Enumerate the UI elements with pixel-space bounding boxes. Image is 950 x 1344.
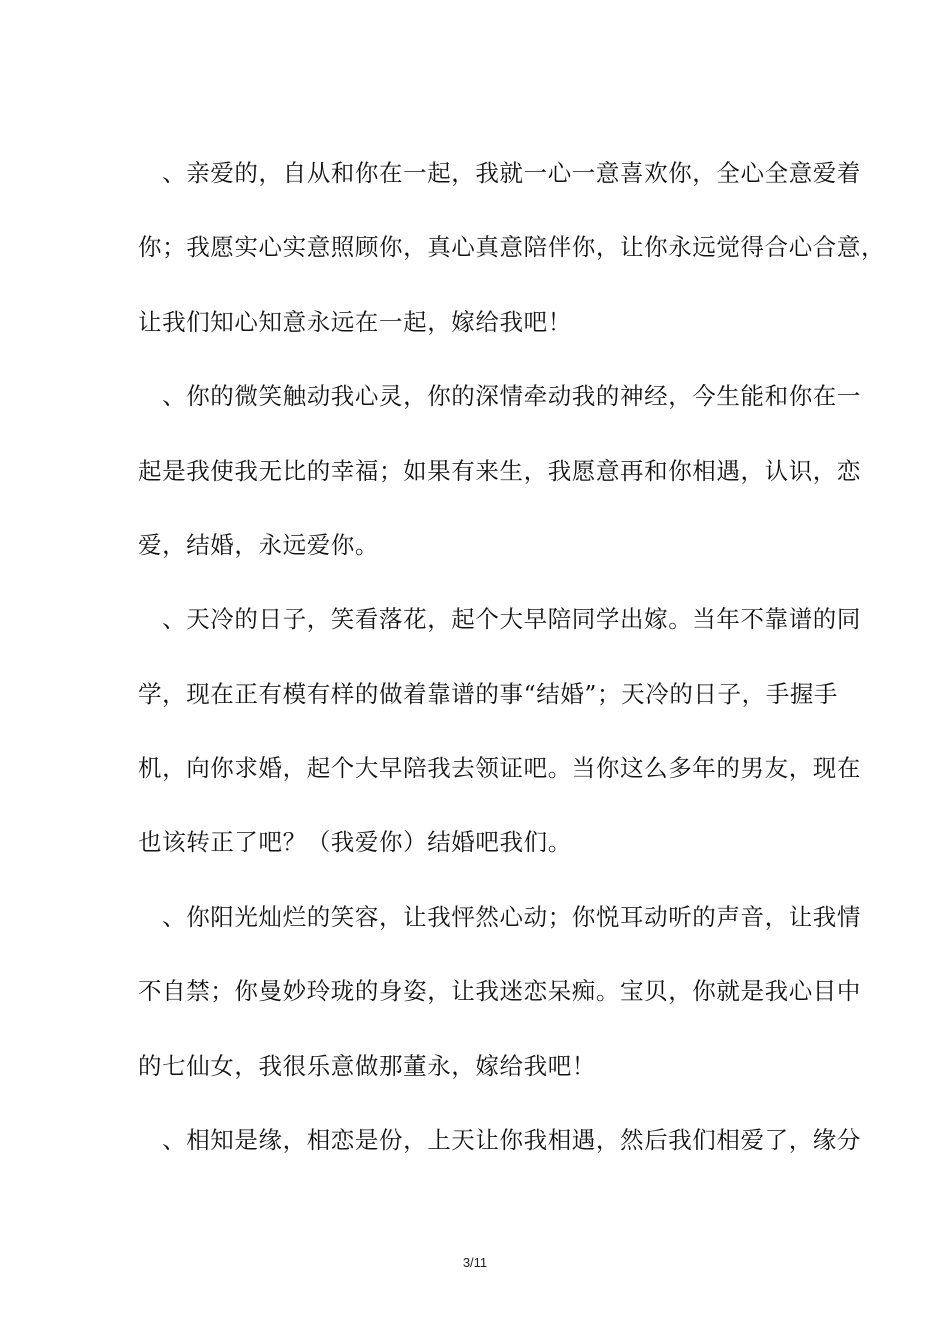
text-line: 不自禁；你曼妙玲珑的身姿，让我迷恋呆痴。宝贝，你就是我心目中 [138, 977, 861, 1005]
text-line: 、你阳光灿烂的笑容，让我怦然心动；你悦耳动听的声音，让我情 [138, 903, 861, 931]
text-line: 也该转正了吧？（我爱你）结婚吧我们。 [138, 828, 572, 856]
text-line: 机，向你求婚，起个大早陪我去领证吧。当你这么多年的男友，现在 [138, 754, 861, 782]
text-line: 、你的微笑触动我心灵，你的深情牵动我的神经，今生能和你在一 [138, 382, 861, 410]
text-line: 爱，结婚，永远爱你。 [138, 531, 379, 559]
text-line: 学，现在正有模有样的做着靠谱的事“结婚”；天冷的日子，手握手 [138, 680, 839, 708]
text-line: 起是我使我无比的幸福；如果有来生，我愿意再和你相遇，认识，恋 [138, 457, 861, 485]
page-number: 3/11 [462, 1255, 488, 1270]
text-line: 你；我愿实心实意照顾你，真心真意陪伴你，让你永远觉得合心合意， [138, 233, 886, 261]
text-line: 、天冷的日子，笑看落花，起个大早陪同学出嫁。当年不靠谱的同 [138, 605, 861, 633]
text-line: 让我们知心知意永远在一起，嫁给我吧！ [138, 308, 572, 336]
text-line: 、相知是缘，相恋是份，上天让你我相遇，然后我们相爱了，缘分 [138, 1126, 861, 1154]
text-line: 、亲爱的，自从和你在一起，我就一心一意喜欢你，全心全意爱着 [138, 159, 861, 187]
text-line: 的七仙女，我很乐意做那董永，嫁给我吧！ [138, 1052, 596, 1080]
